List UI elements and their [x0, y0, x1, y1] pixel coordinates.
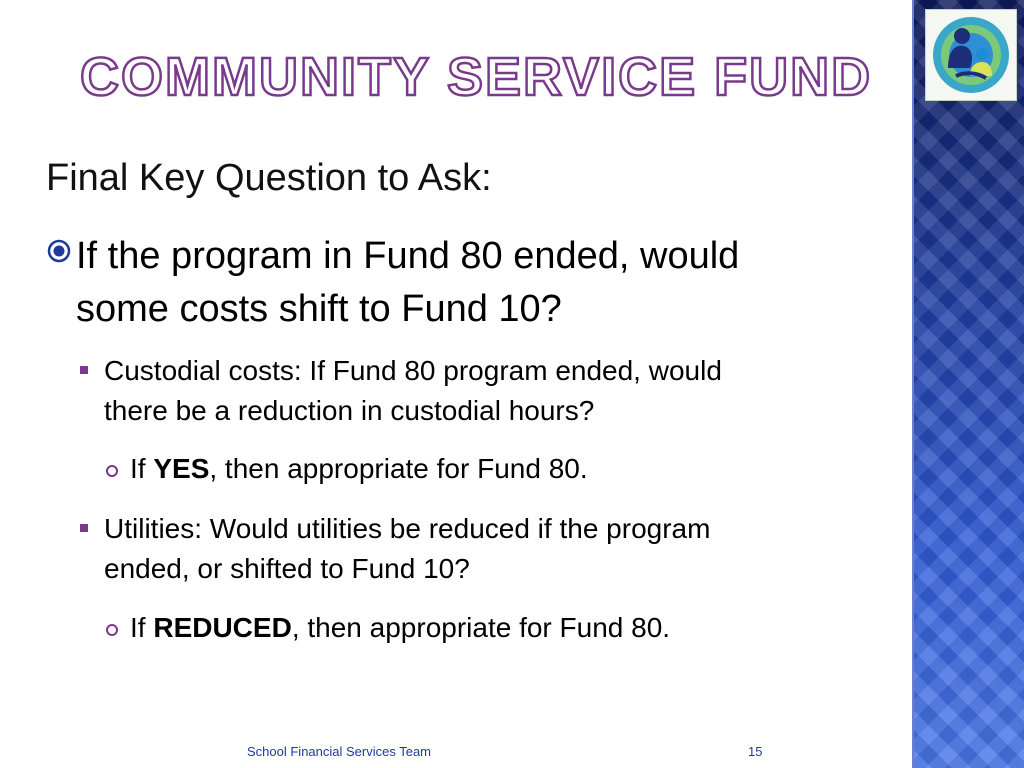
sub-bullet-custodial-line1: Custodial costs: If Fund 80 program ended, would: [104, 355, 722, 386]
detail-custodial: [130, 449, 588, 489]
detail-custodial-suffix: , then appropriate for Fund 80.: [209, 453, 588, 484]
detail-utilities-prefix: If: [130, 612, 154, 643]
main-bullet-line2: some costs shift to Fund 10?: [76, 288, 562, 330]
hollow-circle-bullet-icon: [106, 624, 118, 636]
sub-bullet-custodial-line2: there be a reduction in custodial hours?: [104, 395, 595, 426]
family-logo-icon: [926, 10, 1016, 100]
question-heading: Final Key Question to Ask:: [46, 157, 492, 199]
detail-custodial-emphasis: YES: [153, 453, 210, 484]
sub-bullet-utilities-line2: ended, or shifted to Fund 10?: [104, 553, 470, 584]
main-bullet-line1: If the program in Fund 80 ended, would: [76, 235, 740, 277]
sub-bullet-utilities-line1: Utilities: Would utilities be reduced if the program: [104, 513, 711, 544]
slide-title: COMMUNITY SERVICE FUND: [80, 47, 873, 107]
page-number: 15: [748, 744, 763, 759]
footer-team-name: School Financial Services Team: [247, 744, 432, 759]
detail-utilities: [130, 608, 670, 648]
detail-custodial-prefix: If: [130, 453, 154, 484]
side-decorative-band: [912, 0, 1024, 768]
square-bullet-icon: [80, 524, 88, 532]
logo: [925, 9, 1017, 101]
hollow-circle-bullet-icon: [106, 465, 118, 477]
detail-utilities-emphasis: REDUCED: [153, 612, 292, 643]
square-bullet-icon: [80, 366, 88, 374]
detail-utilities-suffix: , then appropriate for Fund 80.: [291, 612, 671, 643]
radio-target-icon: [46, 238, 72, 264]
